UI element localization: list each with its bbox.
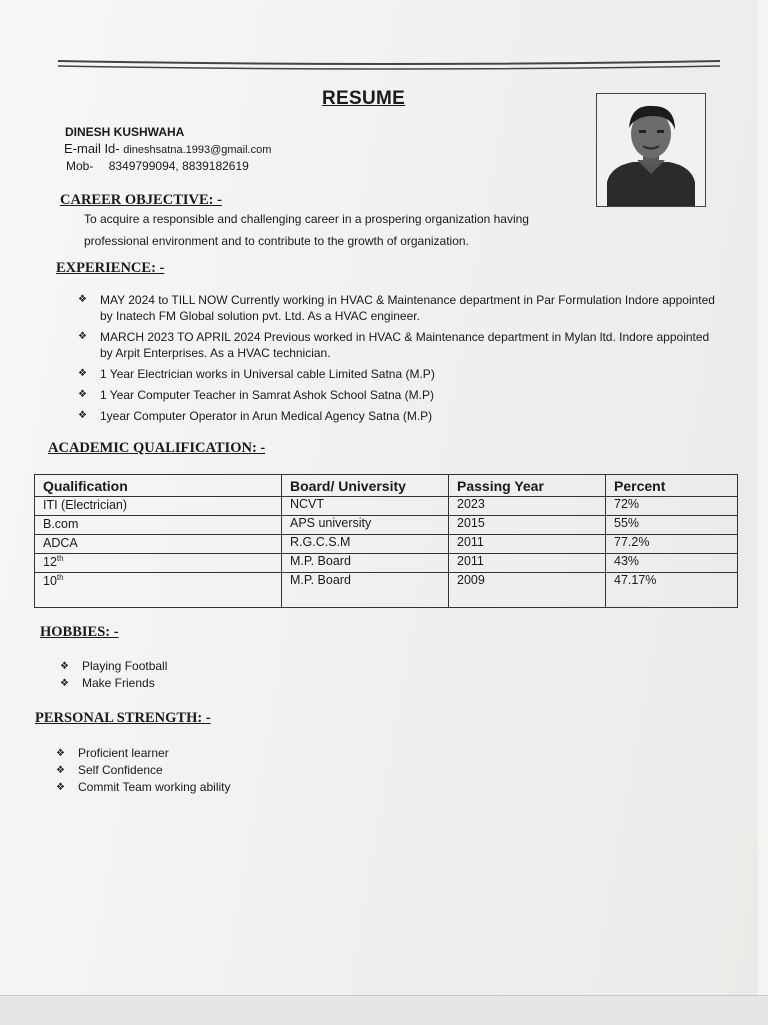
board-cell: M.P. Board: [282, 573, 449, 608]
table-row: [35, 516, 738, 535]
email-address: dineshsatna.1993@gmail.com: [123, 144, 272, 156]
percent-cell: 55%: [606, 516, 738, 535]
qualification-cell: 12th: [35, 554, 282, 573]
diamond-bullet-icon: ❖: [78, 331, 87, 342]
board-cell: R.G.C.S.M: [282, 535, 449, 554]
percent-cell: 47.17%: [606, 573, 738, 608]
diamond-bullet-icon: ❖: [56, 748, 65, 759]
column-header: Passing Year: [449, 475, 606, 497]
year-cell: 2011: [449, 535, 606, 554]
list-item: ❖ Playing Football: [60, 659, 168, 673]
board-cell: APS university: [282, 516, 449, 535]
personal-strength-list: [56, 745, 231, 796]
career-objective-line: To acquire a responsible and challenging career in a prospering organization having: [84, 212, 529, 226]
hobbies-list: [60, 658, 167, 692]
career-objective-heading: CAREER OBJECTIVE: -: [60, 192, 222, 208]
experience-list: [78, 292, 718, 429]
percent-cell: 72%: [606, 497, 738, 516]
mobile-numbers: 8349799094, 8839182619: [108, 159, 249, 173]
list-item: ❖ 1year Computer Operator in Arun Medical Agency Satna (M.P): [78, 409, 433, 423]
board-cell: NCVT: [282, 497, 449, 516]
profile-photo: [596, 93, 706, 207]
table-row: [35, 573, 738, 608]
mobile-label: Mob-: [66, 159, 94, 173]
diamond-bullet-icon: ❖: [56, 765, 65, 776]
list-item: ❖ MAY 2024 to TILL NOW Currently working in HVAC & Maintenance department in Par Formulation Indore appointed by Inatech FM Global solution pvt. Ltd. As a HVAC engineer.: [78, 293, 715, 323]
diamond-bullet-icon: ❖: [78, 389, 87, 400]
page-edge: [0, 995, 768, 1025]
list-item: ❖ 1 Year Electrician works in Universal cable Limited Satna (M.P): [78, 367, 435, 381]
year-cell: 2009: [449, 573, 606, 608]
qualification-cell: 10th: [35, 573, 282, 608]
column-header: Board/ University: [282, 475, 449, 497]
table-row: [35, 554, 738, 573]
diamond-bullet-icon: ❖: [78, 294, 87, 305]
header-divider: [58, 58, 720, 72]
list-item: ❖ Proficient learner: [56, 746, 169, 760]
percent-cell: 77.2%: [606, 535, 738, 554]
table-row: [35, 535, 738, 554]
qualification-cell: ADCA: [35, 535, 282, 554]
diamond-bullet-icon: ❖: [56, 782, 65, 793]
personal-strength-heading: PERSONAL STRENGTH: -: [35, 710, 211, 726]
board-cell: M.P. Board: [282, 554, 449, 573]
table-header-row: [35, 475, 738, 497]
list-item: ❖ Self Confidence: [56, 763, 163, 777]
career-objective-line: professional environment and to contribute to the growth of organization.: [84, 234, 469, 248]
list-item: ❖ Commit Team working ability: [56, 780, 231, 794]
year-cell: 2011: [449, 554, 606, 573]
hobbies-heading: HOBBIES: -: [40, 624, 119, 640]
year-cell: 2015: [449, 516, 606, 535]
diamond-bullet-icon: ❖: [60, 678, 69, 689]
list-item: ❖ MARCH 2023 TO APRIL 2024 Previous worked in HVAC & Maintenance department in Mylan ltd. Indore appointed by Arpit Enterprises. As a HVAC technician.: [78, 330, 710, 360]
academic-qualification-table: [34, 474, 738, 608]
table-row: [35, 497, 738, 516]
qualification-cell: ITI (Electrician): [35, 497, 282, 516]
email-label: E-mail Id-: [64, 141, 120, 156]
mobile-line: [66, 159, 249, 173]
column-header: Qualification: [35, 475, 282, 497]
candidate-name: DINESH KUSHWAHA: [65, 125, 185, 139]
list-item: ❖ Make Friends: [60, 676, 155, 690]
experience-heading: EXPERIENCE: -: [56, 260, 165, 276]
resume-title: RESUME: [322, 88, 406, 109]
column-header: Percent: [606, 475, 738, 497]
year-cell: 2023: [449, 497, 606, 516]
academic-qualification-heading: ACADEMIC QUALIFICATION: -: [48, 440, 266, 456]
career-objective-text: [84, 208, 529, 252]
diamond-bullet-icon: ❖: [78, 368, 87, 379]
qualification-cell: B.com: [35, 516, 282, 535]
list-item: ❖ 1 Year Computer Teacher in Samrat Ashok School Satna (M.P): [78, 388, 434, 402]
percent-cell: 43%: [606, 554, 738, 573]
email-line: [64, 141, 271, 156]
diamond-bullet-icon: ❖: [60, 661, 69, 672]
diamond-bullet-icon: ❖: [78, 410, 87, 421]
